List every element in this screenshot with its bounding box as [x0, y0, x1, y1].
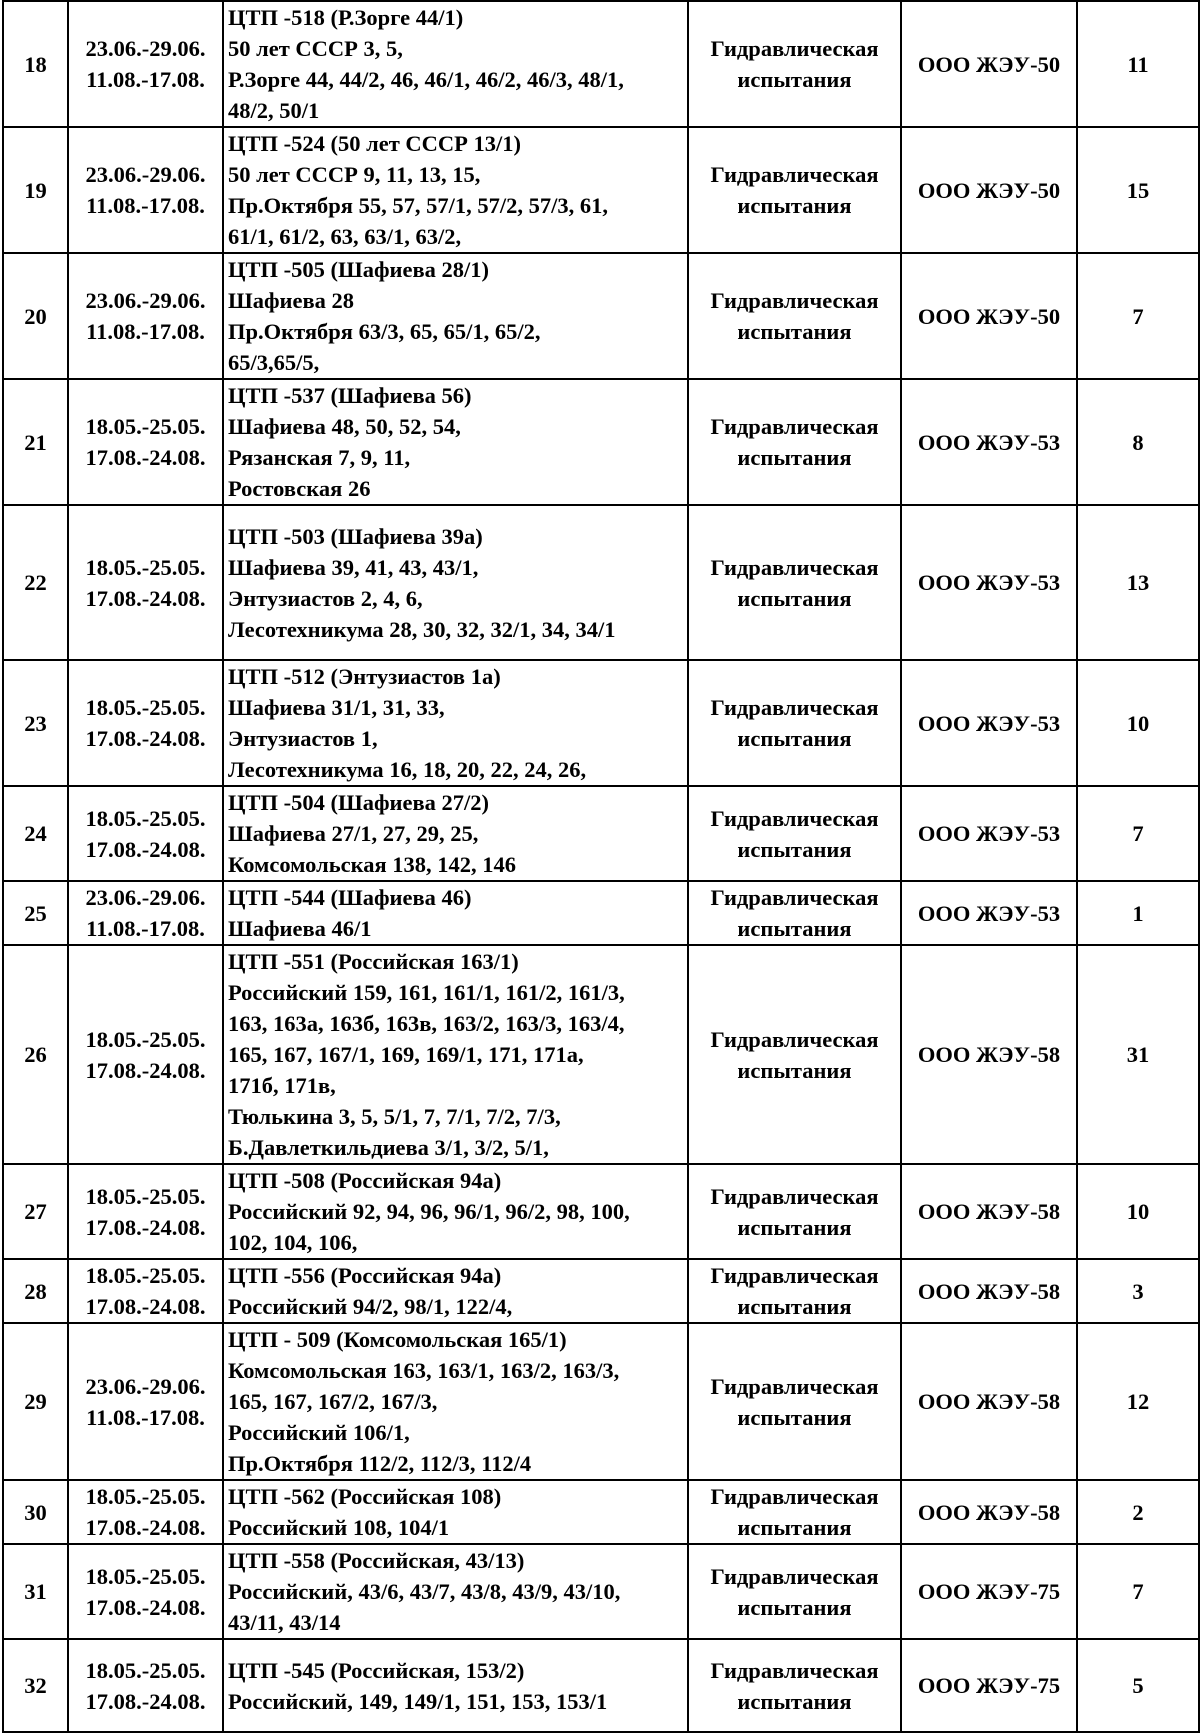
organization: ООО ЖЭУ-53 [901, 660, 1077, 786]
address-line: 102, 104, 106, [228, 1230, 358, 1255]
address-line: 165, 167, 167/2, 167/3, [228, 1389, 438, 1414]
row-number: 22 [3, 505, 68, 660]
table-row [3, 1480, 1199, 1544]
substation-name: ЦТП -504 (Шафиева 27/2) [228, 790, 489, 815]
substation-name: ЦТП -562 (Российская 108) [228, 1484, 502, 1509]
table-row [3, 505, 1199, 660]
date-range: 17.08.-24.08. [85, 836, 206, 862]
object-addresses [223, 1480, 688, 1544]
object-addresses [223, 1323, 688, 1480]
date-range: 17.08.-24.08. [85, 585, 206, 611]
date-range: 18.05.-25.05. [85, 1657, 206, 1683]
row-number: 24 [3, 786, 68, 881]
address-line: Пр.Октября 112/2, 112/3, 112/4 [228, 1451, 532, 1476]
substation-name: ЦТП -505 (Шафиева 28/1) [228, 257, 489, 282]
work-type [688, 1480, 901, 1544]
date-ranges [68, 1323, 223, 1480]
work-type-line: Гидравлическая [710, 162, 879, 187]
date-range: 18.05.-25.05. [85, 1563, 206, 1589]
substation-name: ЦТП -524 (50 лет СССР 13/1) [228, 131, 522, 156]
row-number: 29 [3, 1323, 68, 1480]
table-row [3, 1, 1199, 127]
address-line: Р.Зорге 44, 44/2, 46, 46/1, 46/2, 46/3, 48/1, [228, 67, 624, 92]
address-line: Комсомольская 163, 163/1, 163/2, 163/3, [228, 1358, 620, 1383]
date-range: 23.06.-29.06. [85, 288, 206, 313]
address-line: 165, 167, 167/1, 169, 169/1, 171, 171а, [228, 1042, 584, 1067]
date-ranges [68, 945, 223, 1164]
address-line: 50 лет СССР 9, 11, 13, 15, [228, 162, 481, 187]
date-ranges [68, 660, 223, 786]
address-line: 50 лет СССР 3, 5, [228, 36, 403, 61]
row-number: 32 [3, 1639, 68, 1732]
work-type-line: Гидравлическая [710, 885, 879, 910]
building-count: 10 [1077, 660, 1199, 786]
date-range: 11.08.-17.08. [86, 1404, 205, 1430]
work-type-line: испытания [737, 726, 852, 751]
table-row [3, 253, 1199, 379]
address-line: Российский 106/1, [228, 1420, 410, 1445]
date-range: 18.05.-25.05. [85, 1484, 206, 1509]
work-type-line: испытания [737, 67, 852, 92]
organization: ООО ЖЭУ-75 [901, 1639, 1077, 1732]
building-count: 7 [1077, 253, 1199, 379]
work-type-line: Гидравлическая [710, 1563, 879, 1589]
substation-name: ЦТП -512 (Энтузиастов 1а) [228, 664, 501, 689]
table-row [3, 1323, 1199, 1480]
date-ranges [68, 505, 223, 660]
building-count: 2 [1077, 1480, 1199, 1544]
row-number: 25 [3, 881, 68, 945]
substation-name: ЦТП -503 (Шафиева 39а) [228, 523, 483, 549]
address-line: Российский 108, 104/1 [228, 1515, 450, 1540]
work-type [688, 1164, 901, 1259]
substation-name: ЦТП -518 (Р.Зорге 44/1) [228, 5, 464, 30]
address-line: 61/1, 61/2, 63, 63/1, 63/2, [228, 224, 462, 249]
date-range: 17.08.-24.08. [85, 1594, 206, 1620]
organization: ООО ЖЭУ-58 [901, 1259, 1077, 1323]
building-count: 12 [1077, 1323, 1199, 1480]
row-number: 19 [3, 127, 68, 253]
date-range: 17.08.-24.08. [85, 1688, 206, 1714]
date-ranges [68, 379, 223, 505]
table-row [3, 660, 1199, 786]
date-range: 17.08.-24.08. [85, 1515, 206, 1540]
address-line: Пр.Октября 63/3, 65, 65/1, 65/2, [228, 319, 541, 344]
table-row [3, 1164, 1199, 1259]
building-count: 7 [1077, 786, 1199, 881]
object-addresses [223, 945, 688, 1164]
date-range: 18.05.-25.05. [85, 414, 206, 439]
work-type-line: испытания [737, 836, 852, 862]
organization: ООО ЖЭУ-50 [901, 127, 1077, 253]
object-addresses [223, 1259, 688, 1323]
organization: ООО ЖЭУ-58 [901, 1164, 1077, 1259]
row-number: 21 [3, 379, 68, 505]
organization: ООО ЖЭУ-53 [901, 786, 1077, 881]
address-line: Лесотехникума 16, 18, 20, 22, 24, 26, [228, 757, 587, 782]
work-type [688, 127, 901, 253]
work-type-line: Гидравлическая [710, 1484, 879, 1509]
date-range: 23.06.-29.06. [85, 885, 206, 910]
work-type-line: испытания [737, 1057, 852, 1083]
work-type-line: испытания [737, 1214, 852, 1240]
address-line: Шафиева 28 [228, 288, 355, 313]
date-range: 11.08.-17.08. [86, 67, 205, 92]
work-type [688, 1544, 901, 1639]
work-type-line: Гидравлическая [710, 414, 879, 439]
work-type [688, 660, 901, 786]
address-line: 171б, 171в, [228, 1073, 336, 1098]
work-type [688, 1259, 901, 1323]
building-count: 15 [1077, 127, 1199, 253]
address-line: Рязанская 7, 9, 11, [228, 445, 411, 470]
organization: ООО ЖЭУ-50 [901, 1, 1077, 127]
date-range: 18.05.-25.05. [85, 1183, 206, 1209]
row-number: 27 [3, 1164, 68, 1259]
work-type-line: Гидравлическая [710, 36, 879, 61]
work-type [688, 505, 901, 660]
date-range: 23.06.-29.06. [85, 36, 206, 61]
table-row [3, 881, 1199, 945]
row-number: 23 [3, 660, 68, 786]
address-line: Российский, 43/6, 43/7, 43/8, 43/9, 43/10, [228, 1579, 621, 1604]
substation-name: ЦТП -508 (Российская 94а) [228, 1168, 502, 1193]
organization: ООО ЖЭУ-53 [901, 379, 1077, 505]
object-addresses [223, 1544, 688, 1639]
object-addresses [223, 379, 688, 505]
date-range: 18.05.-25.05. [85, 1263, 206, 1288]
date-range: 23.06.-29.06. [85, 162, 206, 187]
work-type [688, 786, 901, 881]
work-type-line: Гидравлическая [710, 554, 879, 580]
date-ranges [68, 1544, 223, 1639]
work-type [688, 1, 901, 127]
address-line: Ростовская 26 [228, 476, 371, 501]
row-number: 31 [3, 1544, 68, 1639]
date-range: 11.08.-17.08. [86, 319, 205, 344]
address-line: 163, 163а, 163б, 163в, 163/2, 163/3, 163/4, [228, 1011, 625, 1036]
work-type-line: Гидравлическая [710, 1183, 879, 1209]
address-line: Российский, 149, 149/1, 151, 153, 153/1 [228, 1688, 608, 1714]
object-addresses [223, 660, 688, 786]
table-row [3, 945, 1199, 1164]
organization: ООО ЖЭУ-58 [901, 1323, 1077, 1480]
address-line: Комсомольская 138, 142, 146 [228, 852, 517, 877]
substation-name: ЦТП -558 (Российская, 43/13) [228, 1548, 525, 1573]
substation-name: ЦТП -544 (Шафиева 46) [228, 885, 472, 910]
work-type-line: Гидравлическая [710, 695, 879, 720]
object-addresses [223, 127, 688, 253]
work-type-line: испытания [737, 1515, 852, 1540]
address-line: Шафиева 39, 41, 43, 43/1, [228, 554, 479, 580]
building-count: 13 [1077, 505, 1199, 660]
address-line: Энтузиастов 2, 4, 6, [228, 585, 423, 611]
table-row [3, 379, 1199, 505]
organization: ООО ЖЭУ-58 [901, 1480, 1077, 1544]
row-number: 26 [3, 945, 68, 1164]
address-line: 48/2, 50/1 [228, 98, 320, 123]
work-type [688, 379, 901, 505]
substation-name: ЦТП -545 (Российская, 153/2) [228, 1657, 525, 1683]
address-line: Лесотехникума 28, 30, 32, 32/1, 34, 34/1 [228, 616, 616, 642]
object-addresses [223, 786, 688, 881]
substation-name: ЦТП -537 (Шафиева 56) [228, 383, 472, 408]
date-ranges [68, 127, 223, 253]
date-ranges [68, 1, 223, 127]
work-type-line: испытания [737, 1688, 852, 1714]
building-count: 10 [1077, 1164, 1199, 1259]
table-row [3, 1639, 1199, 1732]
object-addresses [223, 505, 688, 660]
date-range: 11.08.-17.08. [86, 193, 205, 218]
building-count: 31 [1077, 945, 1199, 1164]
address-line: Энтузиастов 1, [228, 726, 378, 751]
row-number: 18 [3, 1, 68, 127]
date-range: 18.05.-25.05. [85, 805, 206, 831]
substation-name: ЦТП -551 (Российская 163/1) [228, 949, 519, 974]
date-ranges [68, 881, 223, 945]
date-range: 17.08.-24.08. [85, 1057, 206, 1083]
row-number: 30 [3, 1480, 68, 1544]
document-page [2, 0, 1198, 1714]
work-type-line: Гидравлическая [710, 1026, 879, 1052]
row-number: 20 [3, 253, 68, 379]
table-row [3, 127, 1199, 253]
work-type-line: Гидравлическая [710, 1373, 879, 1399]
address-line: Пр.Октября 55, 57, 57/1, 57/2, 57/3, 61, [228, 193, 608, 218]
building-count: 3 [1077, 1259, 1199, 1323]
work-type-line: испытания [737, 585, 852, 611]
address-line: Российский 92, 94, 96, 96/1, 96/2, 98, 100, [228, 1199, 630, 1224]
work-type [688, 1323, 901, 1480]
date-range: 18.05.-25.05. [85, 1026, 206, 1052]
work-type-line: Гидравлическая [710, 288, 879, 313]
building-count: 8 [1077, 379, 1199, 505]
building-count: 1 [1077, 881, 1199, 945]
address-line: 65/3,65/5, [228, 350, 320, 375]
address-line: Тюлькина 3, 5, 5/1, 7, 7/1, 7/2, 7/3, [228, 1104, 561, 1129]
work-type [688, 1639, 901, 1732]
date-ranges [68, 1164, 223, 1259]
work-type-line: испытания [737, 193, 852, 218]
work-type [688, 881, 901, 945]
address-line: Шафиева 31/1, 31, 33, [228, 695, 445, 720]
organization: ООО ЖЭУ-75 [901, 1544, 1077, 1639]
date-ranges [68, 1259, 223, 1323]
organization: ООО ЖЭУ-53 [901, 881, 1077, 945]
work-type-line: испытания [737, 1294, 852, 1319]
work-type [688, 945, 901, 1164]
building-count: 7 [1077, 1544, 1199, 1639]
work-type-line: испытания [737, 916, 852, 941]
address-line: Шафиева 46/1 [228, 916, 372, 941]
date-ranges [68, 1480, 223, 1544]
address-line: Шафиева 48, 50, 52, 54, [228, 414, 461, 439]
building-count: 11 [1077, 1, 1199, 127]
organization: ООО ЖЭУ-58 [901, 945, 1077, 1164]
date-ranges [68, 1639, 223, 1732]
date-range: 17.08.-24.08. [85, 1294, 206, 1319]
address-line: Российский 159, 161, 161/1, 161/2, 161/3, [228, 980, 625, 1005]
work-type [688, 253, 901, 379]
work-type-line: испытания [737, 445, 852, 470]
table-row [3, 786, 1199, 881]
object-addresses [223, 881, 688, 945]
date-ranges [68, 253, 223, 379]
row-number: 28 [3, 1259, 68, 1323]
table-row [3, 1259, 1199, 1323]
address-line: Б.Давлеткильдиева 3/1, 3/2, 5/1, [228, 1135, 549, 1160]
date-range: 23.06.-29.06. [85, 1373, 206, 1399]
building-count: 5 [1077, 1639, 1199, 1732]
object-addresses [223, 1, 688, 127]
date-ranges [68, 786, 223, 881]
work-type-line: испытания [737, 319, 852, 344]
date-range: 17.08.-24.08. [85, 1214, 206, 1240]
date-range: 11.08.-17.08. [86, 916, 205, 941]
address-line: Российский 94/2, 98/1, 122/4, [228, 1294, 513, 1319]
object-addresses [223, 1639, 688, 1732]
work-type-line: испытания [737, 1594, 852, 1620]
object-addresses [223, 253, 688, 379]
object-addresses [223, 1164, 688, 1259]
substation-name: ЦТП -556 (Российская 94а) [228, 1263, 502, 1288]
address-line: Шафиева 27/1, 27, 29, 25, [228, 821, 479, 846]
schedule-table [2, 0, 1200, 1733]
date-range: 18.05.-25.05. [85, 554, 206, 580]
organization: ООО ЖЭУ-50 [901, 253, 1077, 379]
table-row [3, 1544, 1199, 1639]
date-range: 17.08.-24.08. [85, 726, 206, 751]
substation-name: ЦТП - 509 (Комсомольская 165/1) [228, 1327, 567, 1352]
address-line: 43/11, 43/14 [228, 1610, 341, 1635]
organization: ООО ЖЭУ-53 [901, 505, 1077, 660]
work-type-line: испытания [737, 1404, 852, 1430]
work-type-line: Гидравлическая [710, 1263, 879, 1288]
date-range: 18.05.-25.05. [85, 695, 206, 720]
date-range: 17.08.-24.08. [85, 445, 206, 470]
work-type-line: Гидравлическая [710, 1657, 879, 1683]
table-body [3, 1, 1199, 1732]
work-type-line: Гидравлическая [710, 805, 879, 831]
